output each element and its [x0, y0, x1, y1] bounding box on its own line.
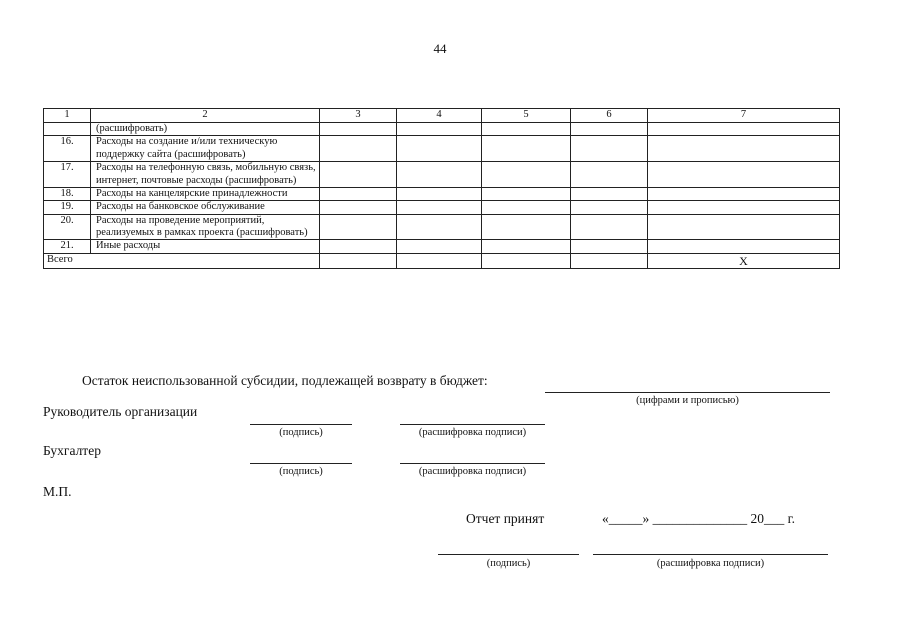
table-cell	[571, 201, 648, 214]
table-cell	[397, 240, 482, 253]
accountant-label: Бухгалтер	[43, 443, 101, 458]
table-cell	[320, 187, 397, 200]
row-number: 18.	[44, 187, 91, 200]
accepted-signature-caption: (подпись)	[486, 558, 531, 569]
head-decoding-line	[400, 424, 545, 425]
table-cell	[397, 123, 482, 136]
table-cell	[482, 240, 571, 253]
remainder-line	[545, 392, 830, 393]
table-cell	[648, 201, 840, 214]
column-header: 4	[397, 109, 482, 123]
row-description: Расходы на канцелярские принадлежности	[91, 187, 320, 200]
table-cell	[571, 214, 648, 240]
column-header: 3	[320, 109, 397, 123]
table-cell	[482, 253, 571, 268]
row-description: Расходы на проведение мероприятий, реализуемых в рамках проекта (расшифровать)	[91, 214, 320, 240]
total-mark: Х	[648, 253, 840, 268]
head-decoding-caption: (расшифровка подписи)	[418, 427, 527, 438]
table-cell	[648, 136, 840, 162]
row-number: 21.	[44, 240, 91, 253]
report-accepted-date: «_____» ______________ 20___ г.	[602, 511, 796, 526]
head-of-org-label: Руководитель организации	[43, 404, 198, 419]
column-header: 1	[44, 109, 91, 123]
column-header: 2	[91, 109, 320, 123]
table-cell	[648, 214, 840, 240]
accountant-signature-line	[250, 463, 352, 464]
table-cell	[397, 187, 482, 200]
table-cell	[320, 240, 397, 253]
row-number: 20.	[44, 214, 91, 240]
row-number	[44, 123, 91, 136]
total-row	[44, 253, 840, 268]
table-cell	[571, 253, 648, 268]
row-description: Расходы на банковское обслуживание	[91, 201, 320, 214]
table-cell	[482, 123, 571, 136]
table-cell	[482, 214, 571, 240]
table-cell	[397, 214, 482, 240]
table-cell	[482, 187, 571, 200]
table-header-row	[44, 109, 840, 123]
table-cell	[571, 123, 648, 136]
table-cell	[320, 253, 397, 268]
column-header: 7	[648, 109, 840, 123]
table-cell	[482, 201, 571, 214]
column-header: 6	[571, 109, 648, 123]
table-row	[44, 187, 840, 200]
table-row	[44, 201, 840, 214]
table-cell	[397, 162, 482, 188]
accepted-decoding-caption: (расшифровка подписи)	[656, 558, 765, 569]
total-label: Всего	[44, 253, 320, 268]
table-cell	[320, 214, 397, 240]
accepted-decoding-line	[593, 554, 828, 555]
row-description: (расшифровать)	[91, 123, 320, 136]
table-row	[44, 136, 840, 162]
row-number: 16.	[44, 136, 91, 162]
page-number: 44	[433, 41, 447, 56]
row-number: 17.	[44, 162, 91, 188]
remainder-caption: (цифрами и прописью)	[636, 395, 739, 406]
table-cell	[397, 253, 482, 268]
row-number: 19.	[44, 201, 91, 214]
table-cell	[397, 201, 482, 214]
head-signature-line	[250, 424, 352, 425]
table-cell	[571, 187, 648, 200]
head-signature-caption: (подпись)	[279, 427, 323, 438]
stamp-label: М.П.	[43, 484, 72, 499]
table-cell	[320, 162, 397, 188]
row-description: Расходы на создание и/или техническую поддержку сайта (расшифровать)	[91, 136, 320, 162]
table-cell	[320, 201, 397, 214]
accepted-signature-line	[438, 554, 579, 555]
table-cell	[571, 240, 648, 253]
table-cell	[648, 187, 840, 200]
table-row	[44, 214, 840, 240]
table-cell	[648, 240, 840, 253]
table-cell	[320, 136, 397, 162]
column-header: 5	[482, 109, 571, 123]
table-row	[44, 162, 840, 188]
accountant-decoding-caption: (расшифровка подписи)	[418, 466, 527, 477]
table-cell	[648, 162, 840, 188]
table-cell	[648, 123, 840, 136]
table-cell	[320, 123, 397, 136]
accountant-decoding-line	[400, 463, 545, 464]
table-row	[44, 123, 840, 136]
remainder-label: Остаток неиспользованной субсидии, подлежащей возврату в бюджет:	[82, 373, 488, 388]
table-cell	[482, 136, 571, 162]
accountant-signature-caption: (подпись)	[279, 466, 323, 477]
table-cell	[571, 136, 648, 162]
expense-table	[43, 108, 840, 269]
row-description: Иные расходы	[91, 240, 320, 253]
row-description: Расходы на телефонную связь, мобильную связь, интернет, почтовые расходы (расшифровать)	[91, 162, 320, 188]
table-cell	[571, 162, 648, 188]
table-cell	[397, 136, 482, 162]
table-cell	[482, 162, 571, 188]
table-row	[44, 240, 840, 253]
report-accepted-label: Отчет принят	[466, 511, 545, 526]
